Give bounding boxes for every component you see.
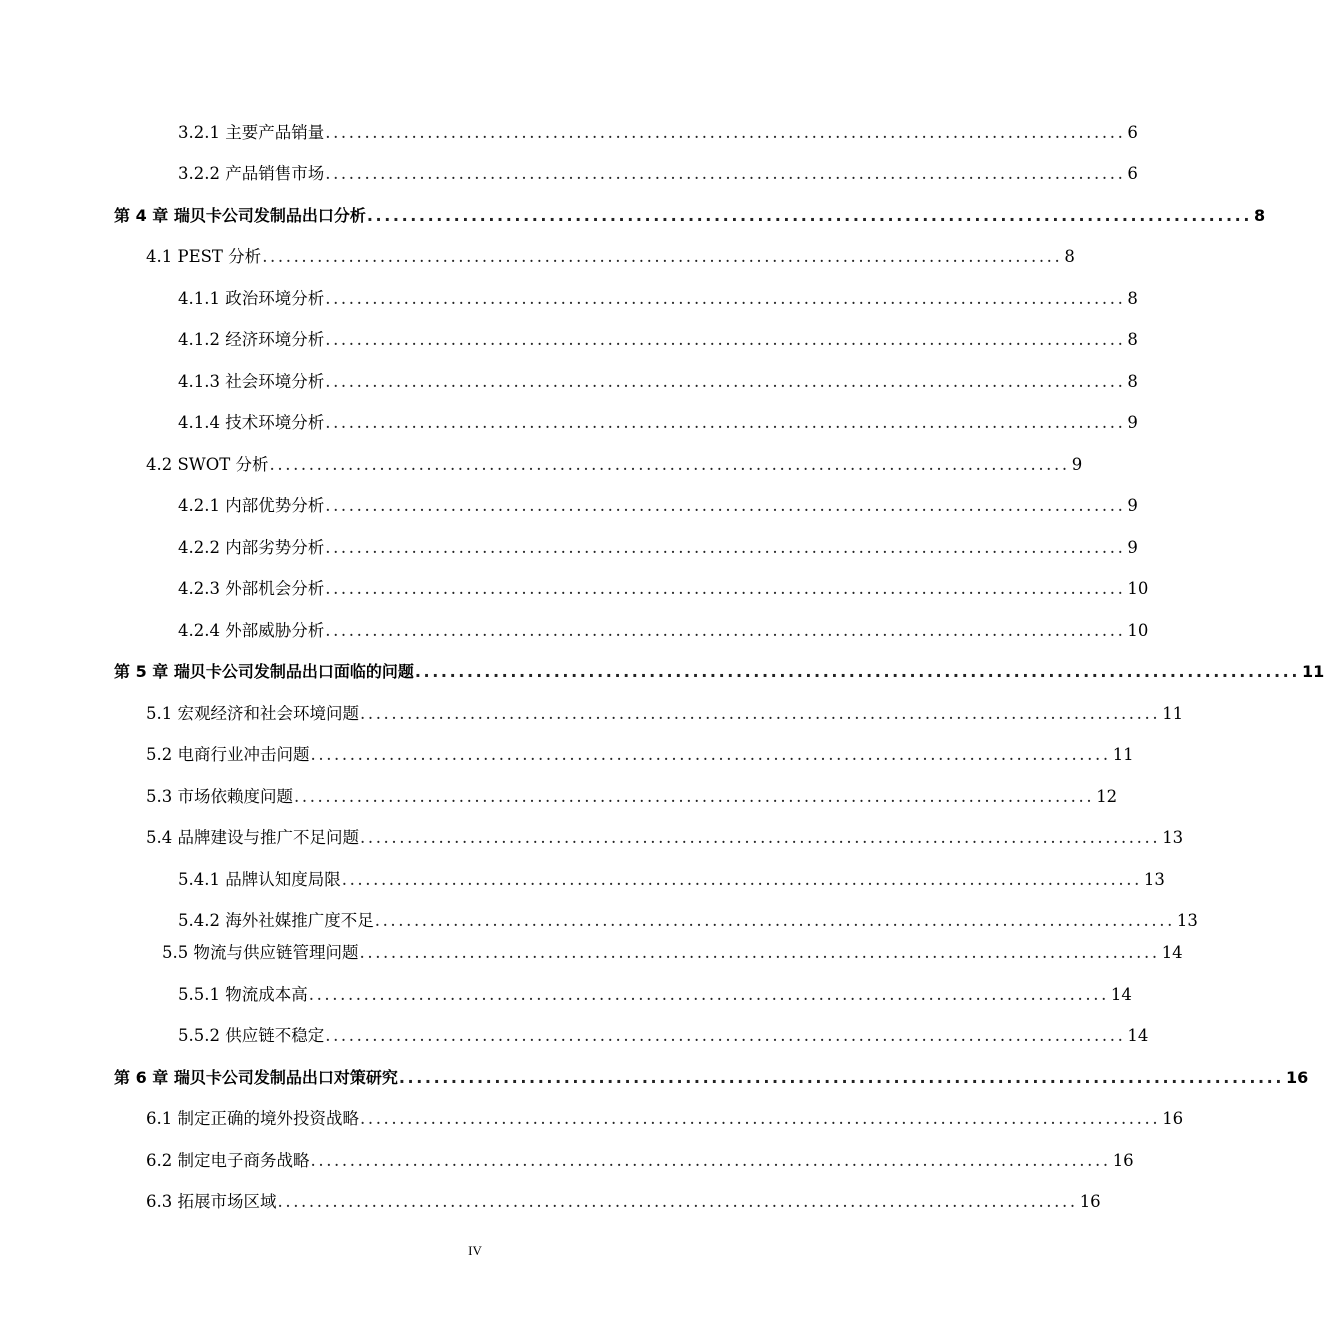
toc-entry-label: 5.4.2 海外社媒推广度不足 (178, 911, 374, 930)
toc-entry-label: 4.2.4 外部威胁分析 (178, 621, 325, 640)
leader-dots: ...................................................................................................... (325, 289, 1126, 308)
toc-entry-label: 4.2.1 内部优势分析 (178, 496, 325, 515)
toc-entry-page: 14 (1161, 943, 1183, 962)
toc-entry-label: 6.1 制定正确的境外投资战略 (146, 1109, 359, 1128)
toc-entry-label: 第 5 章 瑞贝卡公司发制品出口面临的问题 (114, 662, 414, 681)
toc-entry-page: 16 (1112, 1151, 1134, 1170)
leader-dots: ...................................................................................................... (360, 1109, 1161, 1128)
toc-entry-label: 4.1.3 社会环境分析 (178, 372, 325, 391)
toc-entry-page: 16 (1162, 1109, 1184, 1128)
toc-entry-page: 8 (1127, 330, 1138, 349)
toc-entry-4-2-4[interactable] (178, 620, 1149, 642)
leader-dots: ...................................................................................................... (325, 123, 1126, 142)
toc-entry-4-1-3[interactable] (178, 371, 1138, 393)
toc-entry-page: 8 (1254, 206, 1266, 225)
toc-entry-label: 第 6 章 瑞贝卡公司发制品出口对策研究 (114, 1068, 398, 1087)
toc-entry-page: 14 (1110, 985, 1132, 1004)
toc-entry-label: 3.2.1 主要产品销量 (178, 123, 325, 142)
toc-entry-page: 6 (1127, 164, 1138, 183)
leader-dots: ...................................................................................................... (359, 943, 1160, 962)
toc-entry-page: 9 (1127, 538, 1138, 557)
leader-dots: ...................................................................................................... (360, 704, 1161, 723)
leader-dots: ...................................................................................................... (325, 496, 1126, 515)
toc-entry-4-1-2[interactable] (178, 329, 1138, 351)
toc-entry-label: 4.2.3 外部机会分析 (178, 579, 325, 598)
toc-entry-4-2-3[interactable] (178, 578, 1149, 600)
toc-entry-page: 9 (1127, 413, 1138, 432)
toc-entry-5-5-2[interactable] (178, 1025, 1149, 1047)
toc-entry-6-3[interactable] (146, 1191, 1101, 1213)
toc-entry-page: 11 (1302, 662, 1324, 681)
toc-entry-label: 4.2 SWOT 分析 (146, 455, 269, 474)
toc-entry-4-2-2[interactable] (178, 537, 1138, 559)
leader-dots: ...................................................................................................... (325, 621, 1126, 640)
toc-entry-label: 3.2.2 产品销售市场 (178, 164, 325, 183)
toc-entry-page: 11 (1162, 704, 1184, 723)
toc-entry-label: 5.4 品牌建设与推广不足问题 (146, 828, 359, 847)
toc-entry-page: 12 (1096, 787, 1118, 806)
leader-dots: ...................................................................................................... (262, 247, 1063, 266)
toc-entry-3-2-2[interactable] (178, 163, 1138, 185)
toc-entry-label: 6.2 制定电子商务战略 (146, 1151, 310, 1170)
toc-chapter-5[interactable] (114, 661, 1324, 683)
toc-entry-label: 5.2 电商行业冲击问题 (146, 745, 310, 764)
toc-entry-label: 5.4.1 品牌认知度局限 (178, 870, 341, 889)
toc-entry-label: 6.3 拓展市场区域 (146, 1192, 277, 1211)
leader-dots: ...................................................................................................... (374, 911, 1175, 930)
toc-entry-5-4-2[interactable] (178, 910, 1198, 932)
toc-entry-page: 10 (1127, 621, 1149, 640)
leader-dots: ...................................................................................................... (414, 662, 1301, 681)
toc-entry-label: 第 4 章 瑞贝卡公司发制品出口分析 (114, 206, 366, 225)
toc-entry-page: 13 (1143, 870, 1165, 889)
toc-entry-page: 16 (1286, 1068, 1309, 1087)
toc-entry-4-2-1[interactable] (178, 495, 1138, 517)
toc-entry-6-2[interactable] (146, 1150, 1134, 1172)
leader-dots: ...................................................................................................... (325, 372, 1126, 391)
leader-dots: ...................................................................................................... (341, 870, 1142, 889)
toc-entry-page: 16 (1079, 1192, 1101, 1211)
toc-entry-page: 6 (1127, 123, 1138, 142)
toc-entry-3-2-1[interactable] (178, 122, 1138, 144)
toc-entry-label: 4.1.1 政治环境分析 (178, 289, 325, 308)
toc-entry-page: 13 (1162, 828, 1184, 847)
leader-dots: ...................................................................................................... (294, 787, 1095, 806)
leader-dots: ...................................................................................................... (308, 985, 1109, 1004)
leader-dots: ...................................................................................................... (325, 164, 1126, 183)
leader-dots: ...................................................................................................... (360, 828, 1161, 847)
toc-entry-5-4[interactable] (146, 827, 1184, 849)
toc-entry-4-1-4[interactable] (178, 412, 1138, 434)
toc-entry-page: 9 (1127, 496, 1138, 515)
toc-entry-4-1-1[interactable] (178, 288, 1138, 310)
toc-entry-page: 8 (1127, 289, 1138, 308)
leader-dots: ...................................................................................................... (325, 579, 1126, 598)
toc-entry-page: 8 (1127, 372, 1138, 391)
toc-entry-label: 5.5.2 供应链不稳定 (178, 1026, 325, 1045)
leader-dots: ...................................................................................................... (277, 1192, 1078, 1211)
toc-entry-page: 10 (1127, 579, 1149, 598)
leader-dots: ...................................................................................................... (325, 330, 1126, 349)
toc-chapter-6[interactable] (114, 1067, 1309, 1089)
toc-entry-5-5[interactable] (162, 942, 1183, 964)
toc-entry-5-2[interactable] (146, 744, 1134, 766)
toc-entry-page: 13 (1176, 911, 1198, 930)
toc-entry-label: 4.1.2 经济环境分析 (178, 330, 325, 349)
toc-entry-label: 5.1 宏观经济和社会环境问题 (146, 704, 359, 723)
leader-dots: ...................................................................................................... (366, 206, 1253, 225)
toc-entry-label: 5.3 市场依赖度问题 (146, 787, 293, 806)
toc-entry-5-5-1[interactable] (178, 984, 1132, 1006)
toc-entry-page: 8 (1064, 247, 1075, 266)
toc-entry-page: 9 (1071, 455, 1083, 474)
leader-dots: ...................................................................................................... (269, 455, 1070, 474)
toc-entry-4-2[interactable] (146, 454, 1083, 476)
toc-entry-5-3[interactable] (146, 786, 1118, 808)
leader-dots: ...................................................................................................... (325, 538, 1126, 557)
leader-dots: ...................................................................................................... (310, 745, 1111, 764)
toc-entry-label: 4.1.4 技术环境分析 (178, 413, 325, 432)
toc-entry-label: 4.2.2 内部劣势分析 (178, 538, 325, 557)
toc-entry-5-4-1[interactable] (178, 869, 1165, 891)
page-number: IV (468, 1243, 482, 1258)
leader-dots: ...................................................................................................... (310, 1151, 1111, 1170)
toc-entry-5-1[interactable] (146, 703, 1184, 725)
toc-entry-label: 5.5.1 物流成本高 (178, 985, 308, 1004)
leader-dots: ...................................................................................................... (398, 1068, 1285, 1087)
toc-entry-label: 5.5 物流与供应链管理问题 (162, 943, 359, 962)
toc-chapter-4[interactable] (114, 205, 1266, 227)
toc-entry-label: 4.1 PEST 分析 (146, 247, 262, 266)
toc-entry-page: 14 (1127, 1026, 1149, 1045)
toc-entry-6-1[interactable] (146, 1108, 1184, 1130)
toc-entry-page: 11 (1112, 745, 1134, 764)
toc-entry-4-1[interactable] (146, 246, 1075, 268)
leader-dots: ...................................................................................................... (325, 413, 1126, 432)
leader-dots: ...................................................................................................... (325, 1026, 1126, 1045)
